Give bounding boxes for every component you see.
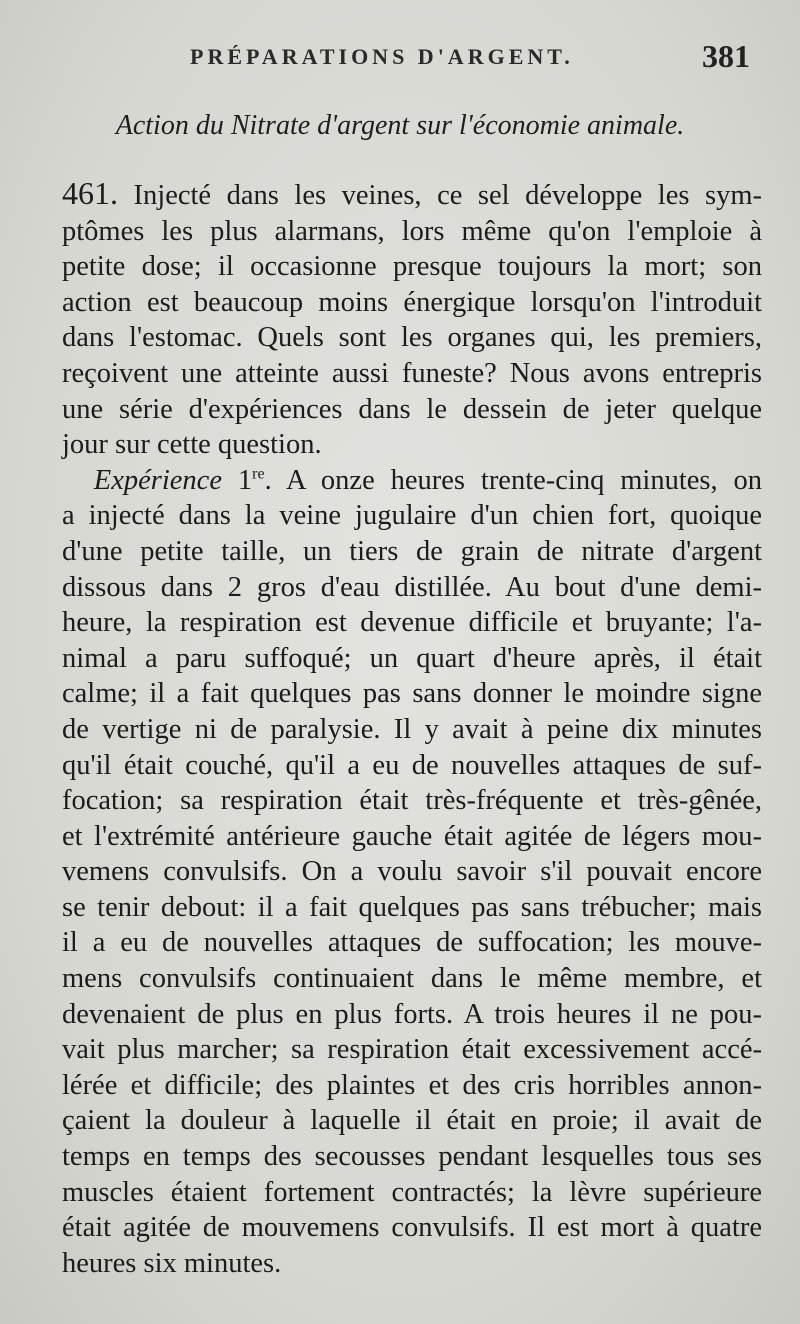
text-line <box>62 463 762 499</box>
text-line <box>62 1210 762 1246</box>
text-line <box>62 176 762 214</box>
page-header <box>190 38 750 78</box>
line-text: a injecté dans la veine jugulaire d'un chien fort, quoique <box>62 500 762 532</box>
text-line <box>62 534 762 570</box>
line-text: jour sur cette question. <box>62 429 322 461</box>
text-line <box>62 748 762 784</box>
text-line <box>62 1103 762 1139</box>
paragraph-number: 461. <box>62 175 118 211</box>
experience-label: Expérience <box>93 464 222 496</box>
text-line <box>62 783 762 819</box>
text-line <box>62 249 762 285</box>
page-body <box>62 176 762 1281</box>
line-text: était agitée de mouvemens convulsifs. Il est mort à quatre <box>62 1212 762 1244</box>
line-text: ptômes les plus alarmans, lors même qu'on l'emploie à <box>62 215 762 247</box>
experience-ordinal-suffix: re <box>252 465 265 483</box>
line-text: action est beaucoup moins énergique lorsqu'on l'introduit <box>62 286 762 318</box>
text-line <box>62 392 762 428</box>
text-line <box>62 427 762 463</box>
line-text: se tenir debout: il a fait quelques pas sans trébucher; mais <box>62 891 762 923</box>
line-text: vemens convulsifs. On a voulu savoir s'il pouvait encore <box>62 856 762 888</box>
line-text: nimal a paru suffoqué; un quart d'heure après, il était <box>62 642 762 674</box>
line-text: et l'extrémité antérieure gauche était agitée de légers mou- <box>62 820 762 852</box>
line-text: calme; il a fait quelques pas sans donner le moindre signe <box>62 678 762 710</box>
line-text: de vertige ni de paralysie. Il y avait à peine dix minutes <box>62 713 762 745</box>
text-line <box>62 641 762 677</box>
line-text: muscles étaient fortement contractés; la lèvre supérieure <box>62 1176 762 1208</box>
paragraph-461 <box>62 176 762 463</box>
line-text: devenaient de plus en plus forts. A trois heures il ne pou- <box>62 998 762 1030</box>
text-line <box>62 676 762 712</box>
line-text: heure, la respiration est devenue difficile et bruyante; l'a- <box>62 607 762 639</box>
running-title: PRÉPARATIONS D'ARGENT. <box>190 44 574 69</box>
paragraph-experience-1 <box>62 463 762 1282</box>
line-text: focation; sa respiration était très-fréquente et très-gênée, <box>62 785 762 817</box>
line-text: dissous dans 2 gros d'eau distillée. Au bout d'une demi- <box>62 571 762 603</box>
text-line <box>62 1139 762 1175</box>
text-line <box>62 1246 762 1282</box>
text-line <box>62 498 762 534</box>
text-line <box>62 890 762 926</box>
line-text: une série d'expériences dans le dessein de jeter quelque <box>62 393 762 425</box>
text-line <box>62 214 762 250</box>
text-line <box>62 997 762 1033</box>
line-text: vait plus marcher; sa respiration était excessivement accé- <box>62 1034 762 1066</box>
text-line <box>62 1175 762 1211</box>
page-number: 381 <box>702 38 750 74</box>
text-line <box>62 285 762 321</box>
text-line <box>62 961 762 997</box>
line-text: petite dose; il occasionne presque toujours la mort; son <box>62 251 762 283</box>
text-line <box>62 356 762 392</box>
text-line <box>62 925 762 961</box>
line-text: Injecté dans les veines, ce sel développe les sym- <box>133 180 763 211</box>
line-text: d'une petite taille, un tiers de grain de nitrate d'argent <box>62 535 762 567</box>
text-line <box>62 712 762 748</box>
line-text: qu'il était couché, qu'il a eu de nouvelles attaques de suf- <box>62 749 762 781</box>
line-text: dans l'estomac. Quels sont les organes qui, les premiers, <box>62 322 762 354</box>
line-text: reçoivent une atteinte aussi funeste? Nous avons entrepris <box>62 357 762 389</box>
text-line <box>62 1068 762 1104</box>
text-line <box>62 320 762 356</box>
text-line <box>62 854 762 890</box>
line-text: . A onze heures trente-cinq minutes, on <box>264 464 762 496</box>
line-text: il a eu de nouvelles attaques de suffocation; les mouve- <box>62 927 762 959</box>
text-line <box>62 605 762 641</box>
line-text: temps en temps des secousses pendant lesquelles tous ses <box>62 1141 762 1173</box>
line-text: çaient la douleur à laquelle il était en proie; il avait de <box>62 1105 762 1137</box>
text-line <box>62 570 762 606</box>
section-title: Action du Nitrate d'argent sur l'économie animale. <box>115 110 685 141</box>
text-line <box>62 819 762 855</box>
experience-ordinal: 1 <box>237 464 253 496</box>
line-text: mens convulsifs continuaient dans le même membre, et <box>62 963 762 995</box>
line-text: lérée et difficile; des plaintes et des cris horribles annon- <box>62 1069 762 1101</box>
text-line <box>62 1032 762 1068</box>
line-text: heures six minutes. <box>62 1247 282 1279</box>
